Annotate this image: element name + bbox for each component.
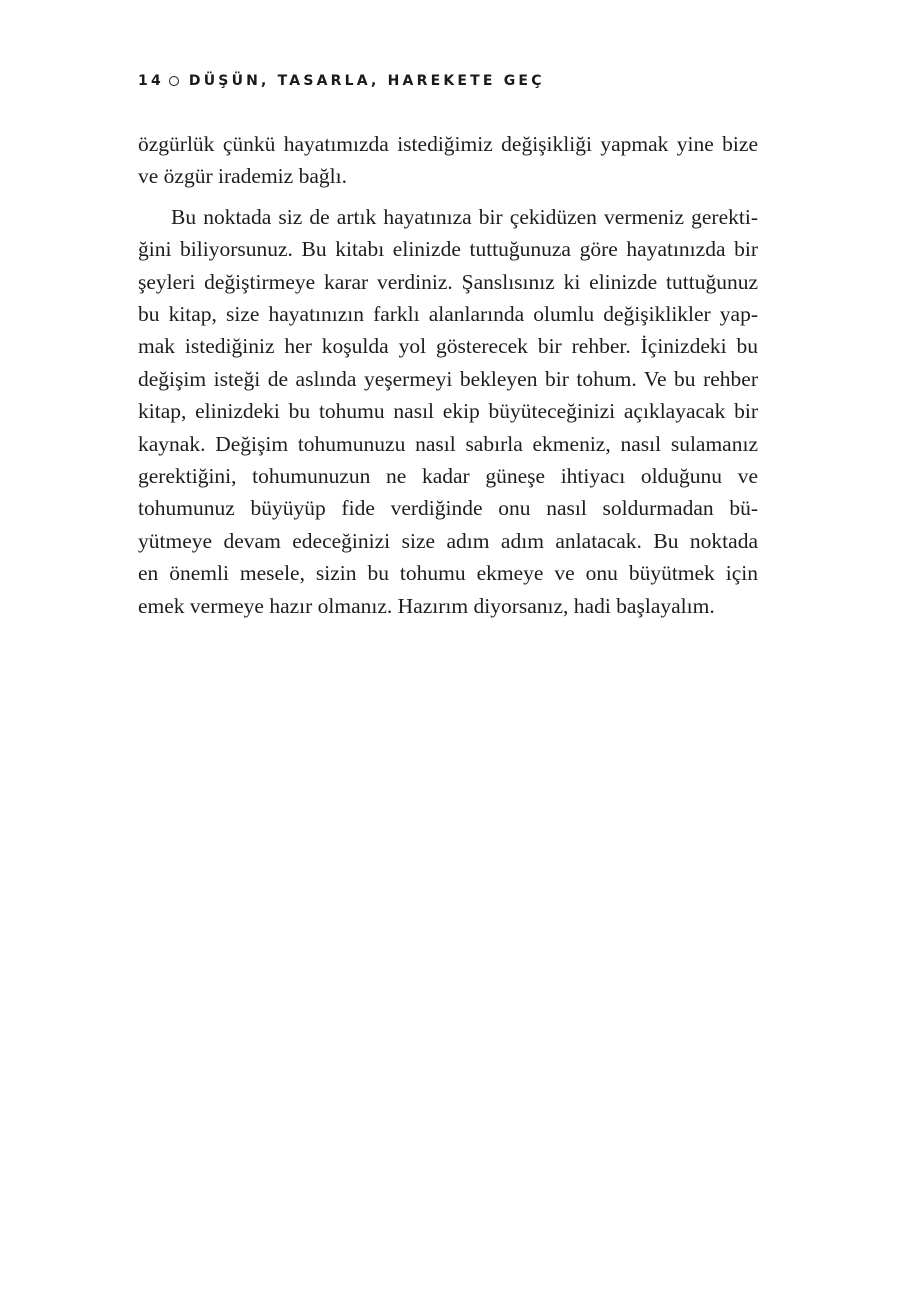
paragraph-1 bbox=[138, 128, 758, 193]
text-line: emek vermeye hazır olmanız. Hazırım diyorsanız, hadi başlayalım. bbox=[138, 593, 715, 618]
book-title: DÜŞÜN, TASARLA, HAREKETE GEÇ bbox=[188, 73, 545, 89]
text-line: Bu noktada siz de artık hayatınıza bir çekidüzen vermeniz gerekti- bbox=[171, 204, 758, 229]
text-line: yütmeye devam edeceğinizi size adım adım anlatacak. Bu noktada bbox=[138, 528, 758, 553]
text-line: bu kitap, size hayatınızın farklı alanlarında olumlu değişiklikler yap- bbox=[138, 302, 758, 327]
page-number: 14 bbox=[138, 73, 164, 89]
text-line: tohumunuz büyüyüp fide verdiğinde onu nasıl soldurmadan bü- bbox=[138, 496, 758, 521]
running-header bbox=[138, 73, 545, 89]
circle-separator-icon bbox=[169, 76, 179, 86]
body-text bbox=[138, 128, 758, 622]
text-line: kitap, elinizdeki bu tohumu nasıl ekip büyüteceğinizi açıklayacak bir bbox=[138, 399, 758, 424]
text-line: kaynak. Değişim tohumunuzu nasıl sabırla ekmeniz, nasıl sulamanız bbox=[138, 431, 758, 456]
paragraph-2 bbox=[138, 201, 758, 622]
text-line: gerektiğini, tohumunuzun ne kadar güneşe ihtiyacı olduğunu ve bbox=[138, 464, 758, 489]
text-line: değişim isteği de aslında yeşermeyi bekleyen bir tohum. Ve bu rehber bbox=[138, 366, 758, 391]
text-line: mak istediğiniz her koşulda yol gösterecek bir rehber. İçinizdeki bu bbox=[138, 334, 758, 359]
text-line: ve özgür irademiz bağlı. bbox=[138, 164, 347, 189]
text-line: şeyleri değiştirmeye karar verdiniz. Şanslısınız ki elinizde tuttuğunuz bbox=[138, 269, 758, 294]
text-line: en önemli mesele, sizin bu tohumu ekmeye ve onu büyütmek için bbox=[138, 561, 758, 586]
text-line: ğini biliyorsunuz. Bu kitabı elinizde tuttuğunuza göre hayatınızda bir bbox=[138, 237, 758, 262]
text-line: özgürlük çünkü hayatımızda istediğimiz değişikliği yapmak yine bize bbox=[138, 132, 758, 156]
